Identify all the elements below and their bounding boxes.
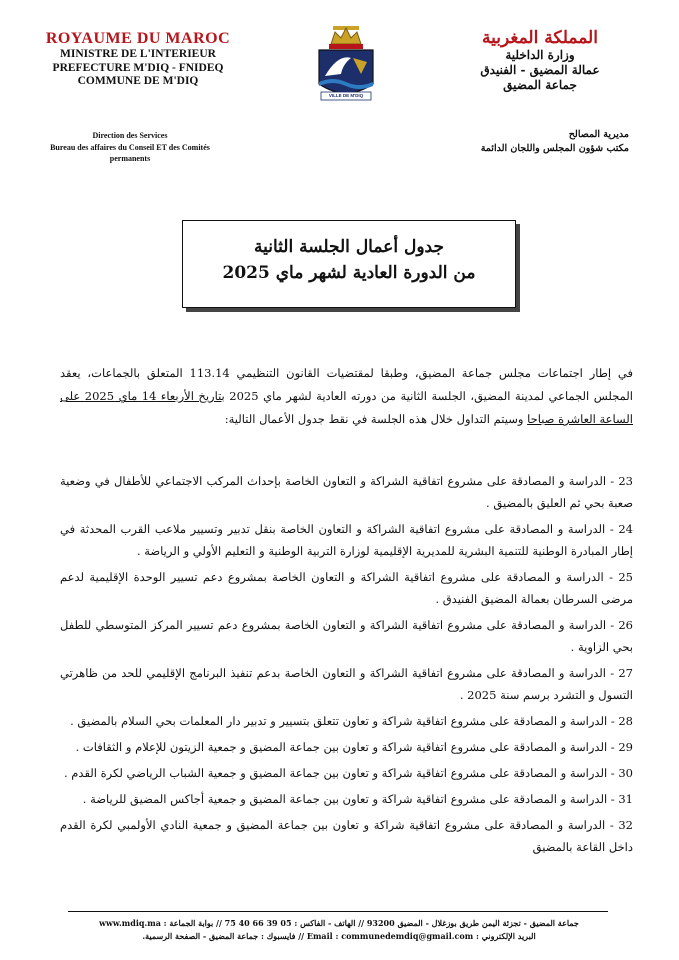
bureau-fr: Bureau des affaires du Conseil ET des Comités xyxy=(50,142,210,152)
kingdom-title-ar: المملكة المغربية xyxy=(482,28,598,48)
kingdom-title-fr: ROYAUME DU MAROC xyxy=(45,30,231,47)
commune-ar: جماعة المضيق xyxy=(503,78,577,92)
bureau-fr-cont: permanents xyxy=(109,154,151,163)
header-fr xyxy=(18,30,258,89)
prefecture-ar: عمالة المضيق - الفنيدق xyxy=(480,63,600,77)
agenda-title-line1: جدول أعمال الجلسة الثانية xyxy=(254,237,444,257)
agenda-item-31: 31 - الدراسة و المصادقة على مشروع اتفاقية شراكة و تعاون بين جماعة المضيق و جمعية أجاكس المضيق للرياضة . xyxy=(82,792,633,806)
department-fr xyxy=(30,130,230,165)
agenda-item-32: 32 - الدراسة و المصادقة على مشروع اتفاقية شراكة و تعاون بين جماعة المضيق و جمعية النادي الأولمبي لكرة القدم داخل القاعة بالمضيق xyxy=(60,818,633,854)
mdiq-logo xyxy=(313,24,379,106)
department-ar xyxy=(449,128,629,156)
agenda-item-30: 30 - الدراسة و المصادقة على مشروع اتفاقية شراكة و تعاون بين جماعة المضيق و جمعية الشباب الرياضي لكرة القدم . xyxy=(64,766,633,780)
footer-contact: البريد الإلكتروني : Email : communedemdiq@gmail.com // فايسبوك : جماعة المضيق - الصفحة الرسمية. xyxy=(142,931,536,941)
agenda-item-23: 23 - الدراسة و المصادقة على مشروع اتفاقية الشراكة و التعاون الخاصة بإحداث المركب الاجتماعي للأطفال في وضعية صعبة بحي ثم العليق بالمضيق . xyxy=(60,474,633,510)
intro-part2: وسيتم التداول خلال هذه الجلسة في نقط جدول الأعمال التالية: xyxy=(224,412,528,426)
ministry-fr: MINISTRE DE L'INTERIEUR xyxy=(60,48,216,60)
agenda-item-25: 25 - الدراسة و المصادقة على مشروع اتفاقية الشراكة و التعاون الخاصة بمشروع دعم تسيير الوحدة الإقليمية لدعم مرضى السرطان بعمالة المضيق الفنيدق . xyxy=(60,570,633,606)
agenda-item-27: 27 - الدراسة و المصادقة على مشروع اتفاقية الشراكة و التعاون الخاصة بدعم تنفيذ البرنامج الإقليمي للحد من ظاهرتي التسول و التشرد برسم سنة 2025 . xyxy=(60,666,633,702)
prefecture-fr: PREFECTURE M'DIQ - FNIDEQ xyxy=(52,61,224,74)
agenda-item-24: 24 - الدراسة و المصادقة على مشروع اتفاقية الشراكة و التعاون الخاصة بنقل تدبير وتسيير ملاعب القرب المحدثة في إطار المبادرة الوطنية للتنمية البشرية للمديرية الإقليمية لوزارة التربية الوطنية و التعليم الأولي و الرياضة . xyxy=(60,522,633,558)
direction-ar: مديرية المصالح xyxy=(568,129,629,140)
agenda-title-box xyxy=(182,220,516,308)
ministry-ar: وزارة الداخلية xyxy=(505,48,575,62)
agenda-list xyxy=(60,470,633,862)
footer xyxy=(70,917,608,943)
header-ar xyxy=(440,28,640,93)
agenda-item-28: 28 - الدراسة و المصادقة على مشروع اتفاقية شراكة و تعاون تتعلق بتسيير و تدبير دار المعلمات بحي السلام بالمضيق . xyxy=(70,714,633,728)
agenda-item-26: 26 - الدراسة و المصادقة على مشروع اتفاقية الشراكة و التعاون الخاصة بمشروع دعم تسيير المركز المتوسطي للطفل بحي الزاوية . xyxy=(60,618,633,654)
intro-part1: في إطار اجتماعات مجلس جماعة المضيق، وطبقا لمقتضيات القانون التنظيمي 113.14 المتعلق بالجماعات، يعقد المجلس الجماعي لمدينة المضيق، الجلسة الثانية من دورته العادية لشهر ماي 2025 xyxy=(60,366,633,403)
agenda-item-29: 29 - الدراسة و المصادقة على مشروع اتفاقية شراكة و تعاون بين جماعة المضيق و جمعية الزيتون للإعلام و الثقافات . xyxy=(75,740,633,754)
footer-divider xyxy=(68,911,608,912)
direction-fr: Direction des Services xyxy=(92,131,168,140)
intro-paragraph xyxy=(60,362,633,431)
footer-address: جماعة المضيق - تجزئة اليمن طريق بوزغلال - المضيق 93200 // الهاتف - الفاكس : 05 39 66 40 75 // بوابة الجماعة : www.mdiq.ma xyxy=(99,918,579,928)
logo-caption: VILLE DE M'DIQ xyxy=(328,93,364,98)
commune-fr: COMMUNE DE M'DIQ xyxy=(77,75,199,87)
bureau-ar: مكتب شؤون المجلس واللجان الدائمة xyxy=(480,143,629,154)
agenda-title-line2: من الدورة العادية لشهر ماي 2025 xyxy=(222,263,476,283)
meeting-date: بتاريخ الأربعاء 14 ماي 2025 على الساعة العاشرة صباحا xyxy=(60,389,633,426)
